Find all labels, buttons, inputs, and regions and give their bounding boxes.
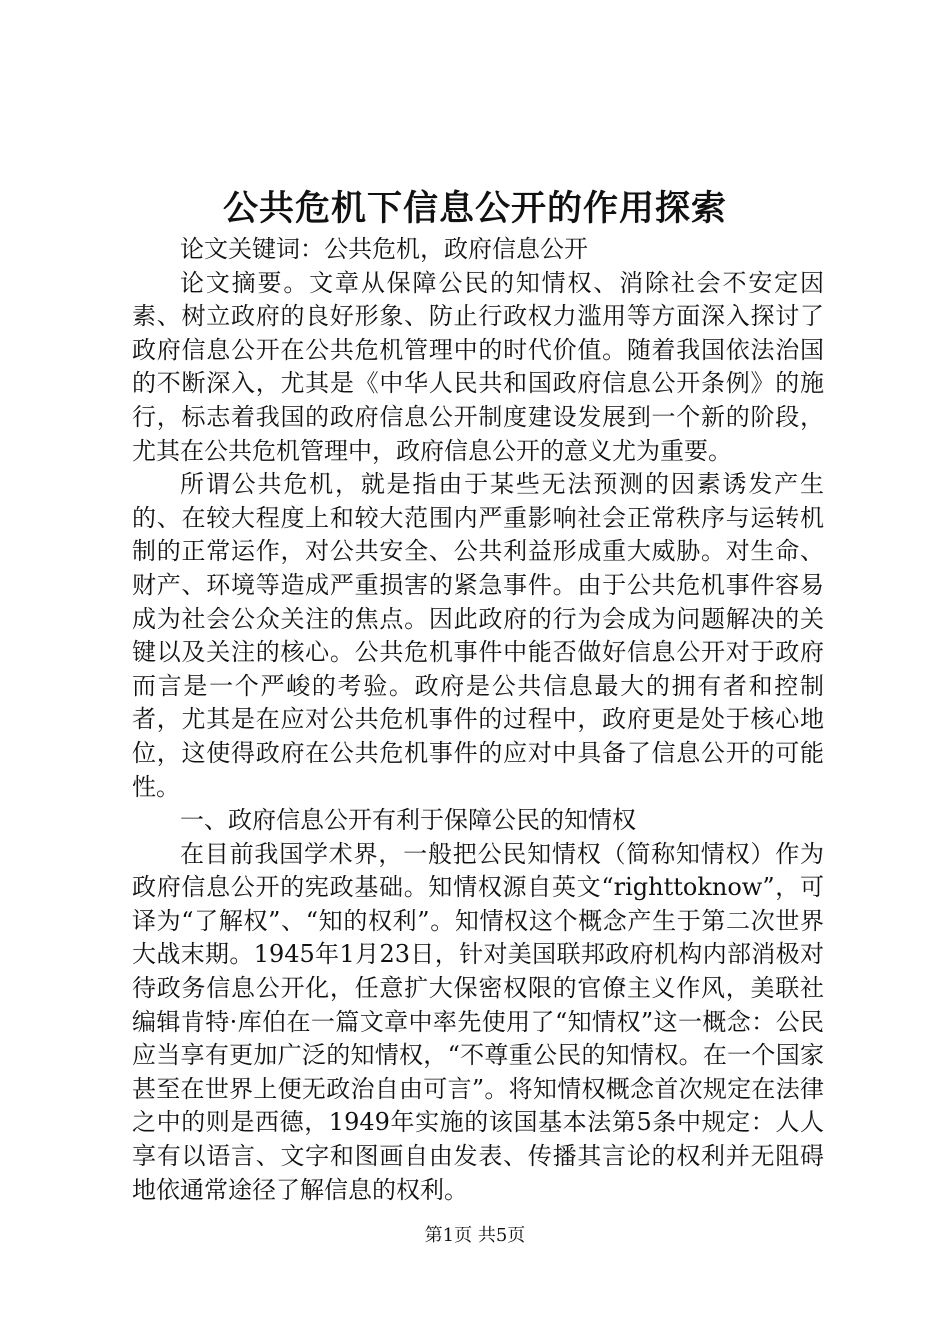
page-number-footer: 第1页 共5页 — [424, 1225, 526, 1246]
right-to-know-paragraph: 在目前我国学术界，一般把公民知情权（简称知情权）作为政府信息公开的宪政基础。知情权源自英文“righttoknow”，可译为“了解权”、“知的权利”。知情权这个概念产生于第二次世界大战末期。1945年1月23日，针对美国联邦政府机构内部消极对待政务信息公开化，任意扩大保密权限的官僚主义作风，美联社编辑肯特·库伯在一篇文章中率先使用了“知情权”这一概念：公民应当享有更加广泛的知情权，“不尊重公民的知情权。在一个国家甚至在世界上便无政治自由可言”。将知情权概念首次规定在法律之中的则是西德，1949年实施的该国基本法第5条中规定：人人享有以语言、文字和图画自由发表、传播其言论的权利并无阻碍地依通常途径了解信息的权利。 — [132, 839, 824, 1204]
document-body — [132, 233, 824, 1207]
section-heading: 一、政府信息公开有利于保障公民的知情权 — [180, 806, 636, 835]
definition-paragraph: 所谓公共危机，就是指由于某些无法预测的因素诱发产生的、在较大程度上和较大范围内严重影响社会正常秩序与运转机制的正常运作，对公共安全、公共利益形成重大威胁。对生命、财产、环境等造成严重损害的紧急事件。由于公共危机事件容易成为社会公众关注的焦点。因此政府的行为会成为问题解决的关键以及关注的核心。公共危机事件中能否做好信息公开对于政府而言是一个严峻的考验。政府是公共信息最大的拥有者和控制者，尤其是在应对公共危机事件的过程中，政府更是处于核心地位，这使得政府在公共危机事件的应对中具备了信息公开的可能性。 — [132, 470, 824, 801]
keywords-paragraph: 论文关键词：公共危机，政府信息公开 — [180, 235, 588, 263]
document-title: 公共危机下信息公开的作用探索 — [222, 188, 727, 229]
abstract-paragraph: 论文摘要。文章从保障公民的知情权、消除社会不安定因素、树立政府的良好形象、防止行政权力滥用等方面深入探讨了政府信息公开在公共危机管理中的时代价值。随着我国依法治国的不断深入，尤其是《中华人民共和国政府信息公开条例》的施行，标志着我国的政府信息公开制度建设发展到一个新的阶段，尤其在公共危机管理中，政府信息公开的意义尤为重要。 — [132, 268, 824, 465]
